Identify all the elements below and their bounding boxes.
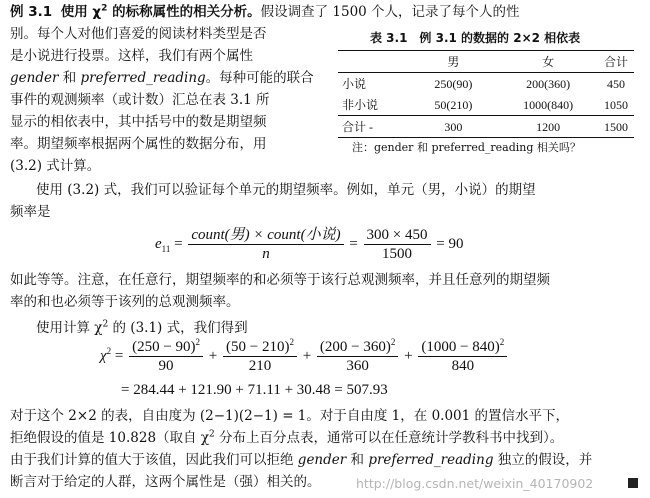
- eq-e11-den2: 1500: [382, 246, 413, 262]
- eq-chi-term-den: 90: [158, 358, 174, 374]
- table-row: [338, 73, 634, 95]
- eq-chi-num-text: (50 − 210): [226, 339, 290, 355]
- attr-gender: gender: [297, 452, 347, 468]
- para3-line-1: 如此等等。注意，在任意行，期望频率的和必须等于该行总观测频率，并且任意列的期望频: [10, 272, 550, 288]
- contingency-table-wrap: [338, 50, 634, 138]
- table-cell: 50(210): [434, 97, 473, 112]
- para2-line-1: 使用 (3.2) 式，我们可以验证每个单元的期望频率。例如，单元（男，小说）的期望: [36, 182, 536, 198]
- example-title-a: 使用 χ: [60, 4, 102, 20]
- attr-gender: gender: [10, 70, 59, 86]
- table-cell: 1050: [603, 97, 628, 112]
- para5-3a: 由于我们计算的值大于该值，因此我们可以拒绝: [10, 452, 298, 468]
- attr-preferred-reading: preferred_reading: [368, 452, 494, 468]
- para4-line: [36, 318, 248, 338]
- contingency-table: [338, 50, 634, 138]
- table-cell: 1500: [603, 119, 628, 134]
- table-cell: 200(360): [526, 76, 571, 91]
- eq-chi-term-den: 210: [248, 358, 272, 374]
- table-cell: 300: [444, 119, 463, 134]
- eq-e11-result: = 90: [436, 235, 464, 252]
- page-corner-mark: [628, 478, 638, 488]
- eq-e11-num: count(男) × count(小说): [188, 226, 343, 245]
- eq-chi-term-den: 360: [346, 358, 369, 374]
- table-row: [338, 116, 634, 138]
- para5-3c: 和: [346, 452, 369, 468]
- text-and: 和: [58, 70, 81, 86]
- example-heading-line: [10, 2, 520, 22]
- para4-a: 使用计算 χ: [36, 320, 103, 336]
- eq-chi-line-2: = 284.44 + 121.90 + 71.11 + 30.48 = 507.93: [121, 382, 388, 398]
- eq-chi-term: [317, 338, 398, 375]
- table-cell: 250(90): [434, 76, 473, 91]
- eq-e11-den: n: [262, 246, 270, 262]
- table-cell: 1200: [536, 119, 561, 134]
- para5-3e: 独立的假设，并: [493, 452, 593, 468]
- para3-line-2: 率的和也必须等于该列的总观测频率。: [10, 294, 240, 310]
- para2-line-2: 频率是: [10, 204, 51, 220]
- para4-sup: 2: [102, 319, 109, 330]
- eq-chi-num-text: (200 − 360): [319, 339, 391, 355]
- para5-line-2: [10, 428, 563, 448]
- table-cell: 450: [606, 76, 625, 91]
- eq-chi-num-text: (1000 − 840): [421, 339, 500, 355]
- example-line-6: 显示的相依表中，其中括号中的数是期望频: [10, 114, 267, 130]
- example-title-b: 的标称属性的相关分析。: [107, 4, 261, 20]
- eq-chi-lhs-sup: 2: [106, 345, 112, 356]
- eq-chi-term-den: 840: [451, 358, 475, 374]
- para5-2b: 分布上百分点表，通常可以在任意统计学教科书中找到）。: [214, 430, 564, 446]
- equation-e11: [155, 226, 463, 263]
- eq-e11-frac2: [364, 226, 431, 263]
- eq-e11-eq: =: [170, 235, 187, 252]
- eq-chi-lhs: χ: [100, 347, 107, 364]
- eq-chi-term: [223, 338, 297, 375]
- example-line-5: 事件的观测频率（或计数）汇总在表 3.1 所: [10, 92, 270, 108]
- example-line-8: (3.2) 式计算。: [10, 158, 101, 174]
- example-line-7: 率。期望频率根据两个属性的数据分布，用: [10, 136, 267, 152]
- para5-line-3: [10, 450, 592, 470]
- example-label: 例 3.1: [10, 4, 53, 20]
- watermark: http://blog.csdn.net/weixin_40170902: [356, 476, 594, 491]
- para5-2a: 拒绝假设的值是 10.828（取自 χ: [10, 430, 209, 446]
- example-line1-rest: 假设调查了 1500 个人，记录了每个人的性: [260, 4, 520, 20]
- equation-chi-square: $\chi^2$ = $\frac{(250 - 90)^2}{90}$ + $\frac{(50 - 210)^2}{210}$ + $\frac{(200 - 360)^2}{360}$ + $\frac{(1000 - 840)^2}{840}$: [100, 338, 509, 375]
- table-header-cell: 男: [447, 54, 460, 69]
- table-cell: 合计 -: [342, 119, 373, 134]
- eq-chi-term: [129, 338, 203, 375]
- table-header-cell: [338, 51, 409, 73]
- para5-line-1: 对于这个 2×2 的表，自由度为 (2−1)(2−1) = 1。对于自由度 1，在 0.001 的置信水平下，: [10, 408, 570, 424]
- eq-chi-term-num: $(1000 - 840)^2$: [418, 338, 507, 357]
- example-line-3: 是小说进行投票。这样，我们有两个属性: [10, 48, 253, 64]
- table-cell: 1000(840): [523, 97, 574, 112]
- eq-chi-num-text: (250 − 90): [132, 339, 196, 355]
- attr-preferred-reading: preferred_reading: [80, 70, 206, 86]
- eq-e11-sub: 11: [161, 243, 171, 254]
- eq-e11-frac1: [188, 226, 343, 263]
- table-caption: 表 3.1 例 3.1 的数据的 2×2 相依表: [370, 31, 581, 45]
- eq-e11-num2: 300 × 450: [364, 226, 431, 245]
- eq-chi-term-num: $(250 - 90)^2$: [129, 338, 203, 357]
- eq-chi-term-num: $(200 - 360)^2$: [317, 338, 398, 357]
- eq-chi-term: [418, 338, 507, 375]
- text-cont: 。每种可能的联合: [205, 70, 314, 86]
- para4-b: 的 (3.1) 式，我们得到: [108, 320, 248, 336]
- table-note: 注：gender 和 preferred_reading 相关吗？: [352, 141, 581, 154]
- example-title-sup: 2: [101, 3, 108, 14]
- table-header-cell: 合计: [603, 54, 628, 69]
- table-cell: 非小说: [342, 97, 379, 112]
- example-line-2: 别。每个人对他们喜爱的阅读材料类型是否: [10, 26, 267, 42]
- table-row: [338, 94, 634, 116]
- eq-chi-term-num: $(50 - 210)^2$: [223, 338, 297, 357]
- eq-e11-eq2: =: [349, 235, 362, 252]
- table-header-cell: 女: [542, 54, 555, 69]
- example-line-4: [10, 68, 314, 88]
- eq-e11-lhs: e: [155, 235, 162, 252]
- para5-line-4: 断言对于给定的人群，这两个属性是（强）相关的。: [10, 474, 321, 490]
- para5-2sup: 2: [209, 429, 215, 440]
- table-cell: 小说: [342, 76, 367, 91]
- table-header-row: [338, 51, 634, 73]
